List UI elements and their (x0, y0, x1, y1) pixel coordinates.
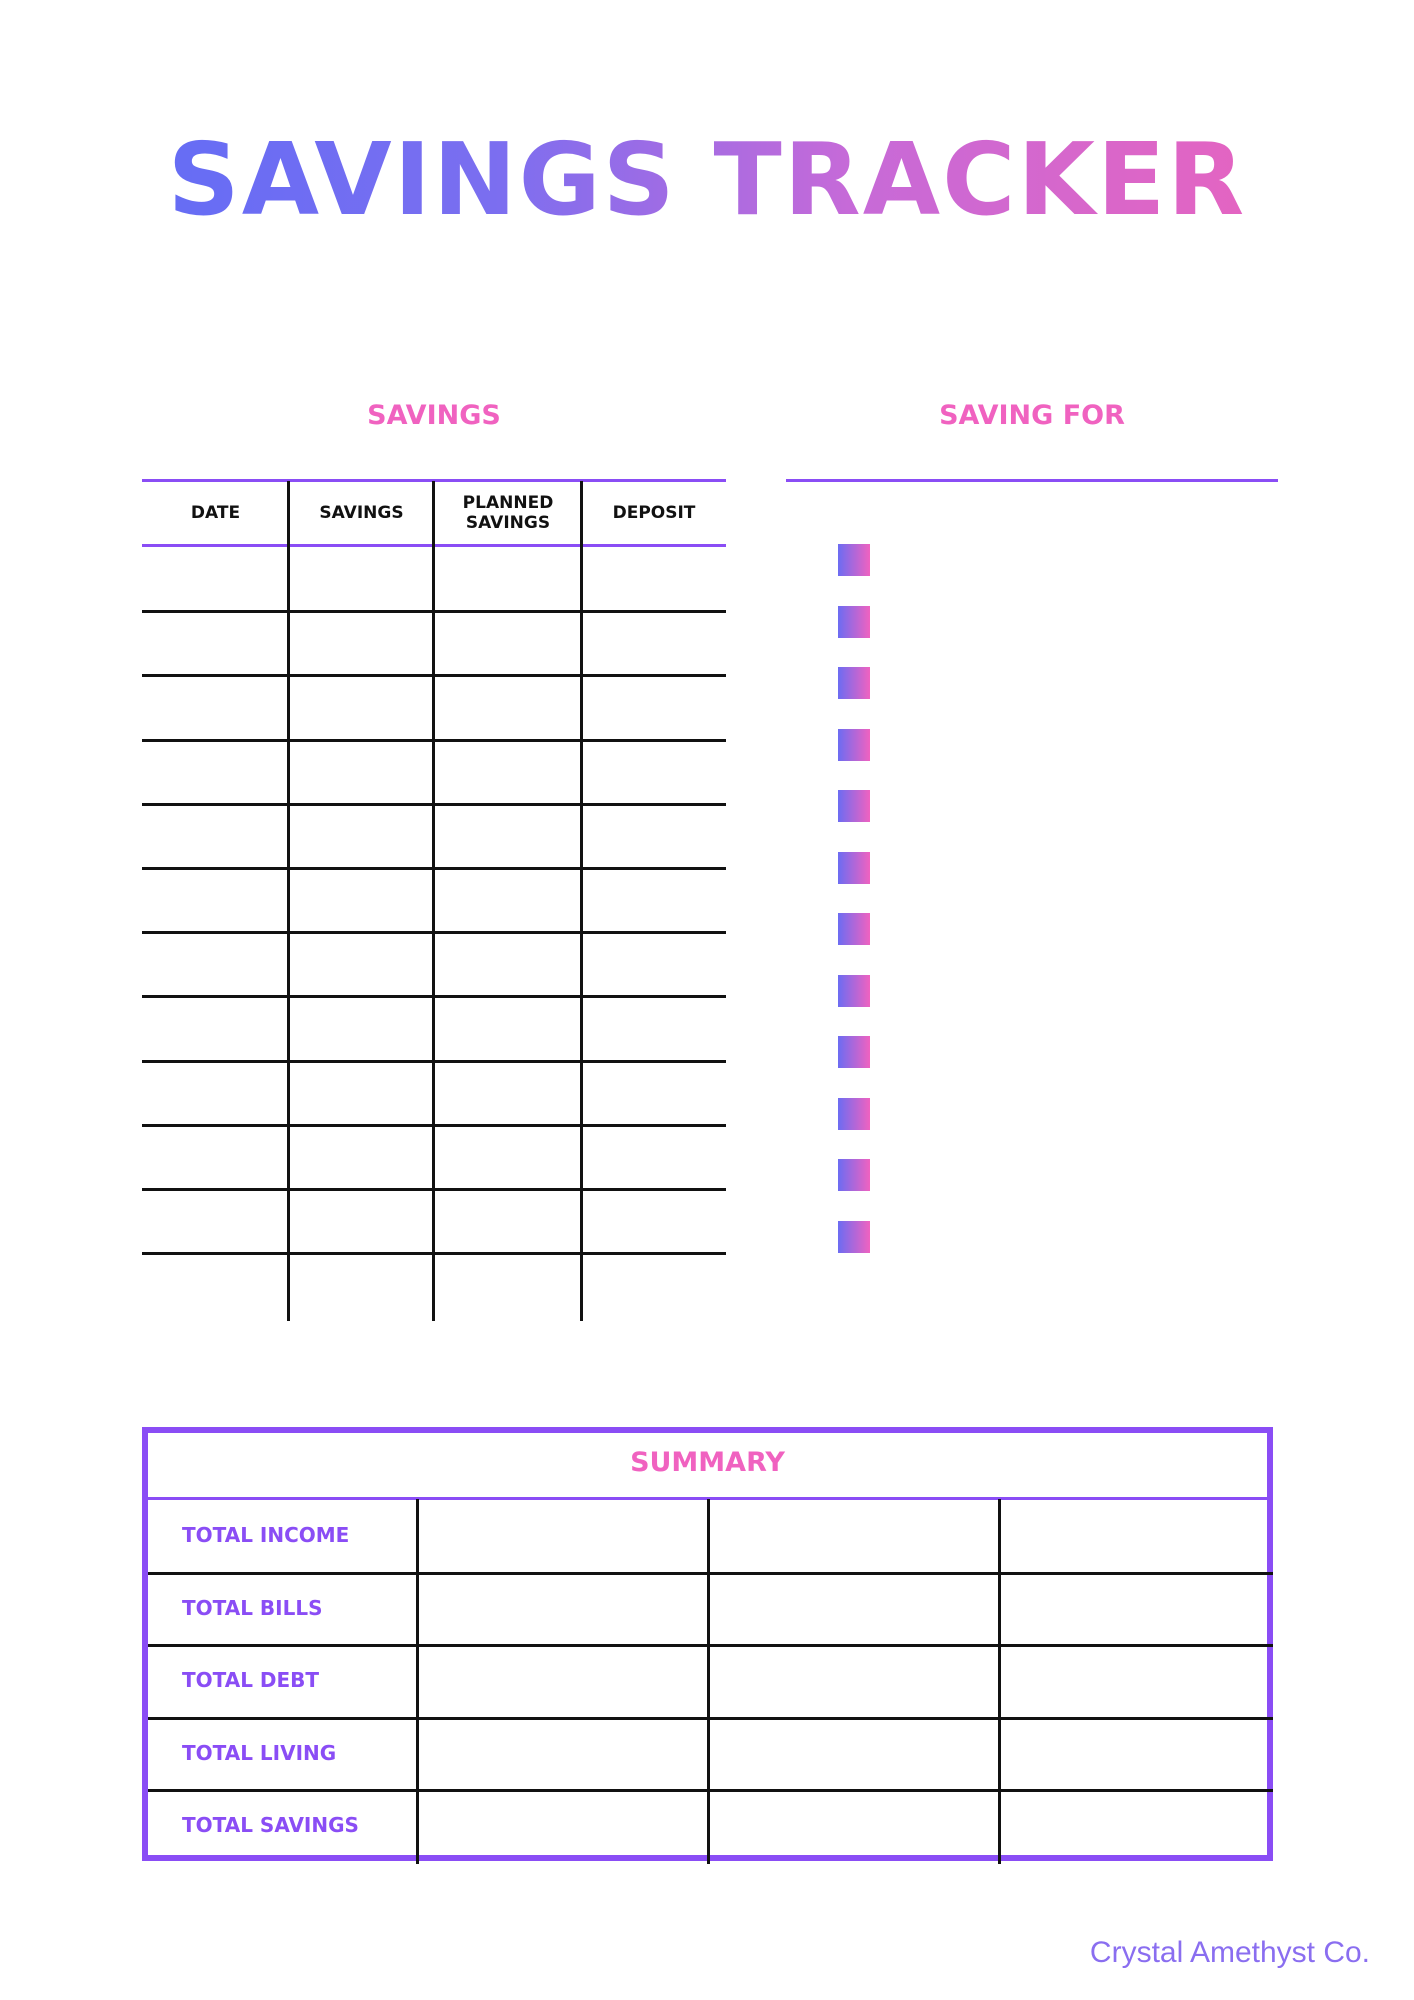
savings-cell-savings[interactable] (290, 997, 432, 1057)
savings-cell-savings[interactable] (290, 1254, 432, 1314)
saving-for-checkbox[interactable] (838, 1036, 870, 1068)
savings-cell-planned-savings[interactable] (435, 612, 580, 672)
summary-value-cell[interactable] (420, 1719, 706, 1788)
summary-value-cell[interactable] (711, 1501, 997, 1570)
savings-cell-planned-savings[interactable] (435, 676, 580, 736)
summary-row-label: TOTAL BILLS (182, 1596, 323, 1620)
summary-value-cell[interactable] (1002, 1646, 1268, 1715)
summary-row-label: TOTAL SAVINGS (182, 1813, 359, 1837)
saving-for-checkbox[interactable] (838, 913, 870, 945)
saving-for-checkbox[interactable] (838, 544, 870, 576)
summary-value-cell[interactable] (420, 1646, 706, 1715)
column-header-deposit: DEPOSIT (612, 502, 696, 523)
saving-for-checkbox[interactable] (838, 1098, 870, 1130)
column-header-date: DATE (190, 502, 241, 523)
savings-cell-date[interactable] (142, 612, 287, 672)
summary-row-label: TOTAL LIVING (182, 1741, 337, 1765)
saving-for-checkbox[interactable] (838, 1159, 870, 1191)
savings-cell-planned-savings[interactable] (435, 1062, 580, 1122)
savings-cell-savings[interactable] (290, 548, 432, 608)
savings-cell-savings[interactable] (290, 1190, 432, 1250)
summary-value-cell[interactable] (420, 1501, 706, 1570)
summary-column-divider (707, 1499, 710, 1864)
column-header-savings: SAVINGS (319, 502, 404, 523)
summary-value-cell[interactable] (711, 1646, 997, 1715)
savings-cell-date[interactable] (142, 933, 287, 993)
savings-cell-savings[interactable] (290, 805, 432, 865)
savings-cell-deposit[interactable] (583, 741, 726, 801)
savings-cell-savings[interactable] (290, 869, 432, 929)
savings-cell-planned-savings[interactable] (435, 997, 580, 1057)
saving-for-checkbox[interactable] (838, 1221, 870, 1253)
page-title: SAVINGS TRACKER (0, 130, 1414, 230)
saving-for-checkbox[interactable] (838, 667, 870, 699)
savings-cell-savings[interactable] (290, 741, 432, 801)
savings-cell-deposit[interactable] (583, 548, 726, 608)
column-header-planned-savings: PLANNED SAVINGS (462, 492, 554, 533)
savings-cell-date[interactable] (142, 1190, 287, 1250)
summary-row-label: TOTAL INCOME (182, 1523, 350, 1547)
saving-for-checkbox[interactable] (838, 852, 870, 884)
saving-for-top-rule (786, 479, 1278, 482)
savings-cell-deposit[interactable] (583, 1254, 726, 1314)
savings-cell-savings[interactable] (290, 612, 432, 672)
savings-cell-date[interactable] (142, 1126, 287, 1186)
savings-cell-date[interactable] (142, 1062, 287, 1122)
savings-cell-planned-savings[interactable] (435, 1254, 580, 1314)
savings-cell-deposit[interactable] (583, 676, 726, 736)
summary-value-cell[interactable] (1002, 1719, 1268, 1788)
summary-column-divider (416, 1499, 419, 1864)
summary-row-label: TOTAL DEBT (182, 1668, 320, 1692)
savings-section-title: SAVINGS (367, 400, 501, 431)
savings-cell-deposit[interactable] (583, 869, 726, 929)
saving-for-section-title: SAVING FOR (939, 400, 1125, 431)
saving-for-checkbox[interactable] (838, 975, 870, 1007)
savings-cell-deposit[interactable] (583, 1190, 726, 1250)
saving-for-checkbox[interactable] (838, 790, 870, 822)
savings-cell-date[interactable] (142, 1254, 287, 1314)
savings-cell-date[interactable] (142, 997, 287, 1057)
savings-cell-savings[interactable] (290, 1062, 432, 1122)
savings-cell-planned-savings[interactable] (435, 1190, 580, 1250)
summary-value-cell[interactable] (420, 1791, 706, 1860)
savings-cell-date[interactable] (142, 741, 287, 801)
savings-cell-deposit[interactable] (583, 997, 726, 1057)
brand-credit: Crystal Amethyst Co. (1089, 1936, 1370, 1969)
savings-cell-planned-savings[interactable] (435, 741, 580, 801)
summary-value-cell[interactable] (1002, 1574, 1268, 1643)
savings-cell-savings[interactable] (290, 933, 432, 993)
savings-cell-savings[interactable] (290, 1126, 432, 1186)
summary-value-cell[interactable] (420, 1574, 706, 1643)
saving-for-checkbox[interactable] (838, 606, 870, 638)
savings-cell-date[interactable] (142, 805, 287, 865)
savings-cell-deposit[interactable] (583, 612, 726, 672)
saving-for-checkbox[interactable] (838, 729, 870, 761)
summary-value-cell[interactable] (711, 1719, 997, 1788)
summary-value-cell[interactable] (711, 1791, 997, 1860)
savings-cell-planned-savings[interactable] (435, 933, 580, 993)
savings-cell-savings[interactable] (290, 676, 432, 736)
savings-cell-deposit[interactable] (583, 933, 726, 993)
savings-cell-deposit[interactable] (583, 1126, 726, 1186)
summary-value-cell[interactable] (1002, 1501, 1268, 1570)
savings-cell-date[interactable] (142, 869, 287, 929)
summary-value-cell[interactable] (1002, 1791, 1268, 1860)
savings-cell-date[interactable] (142, 676, 287, 736)
savings-cell-planned-savings[interactable] (435, 1126, 580, 1186)
savings-cell-deposit[interactable] (583, 805, 726, 865)
savings-cell-planned-savings[interactable] (435, 805, 580, 865)
summary-title: SUMMARY (630, 1447, 785, 1478)
summary-value-cell[interactable] (711, 1574, 997, 1643)
savings-cell-planned-savings[interactable] (435, 869, 580, 929)
savings-cell-planned-savings[interactable] (435, 548, 580, 608)
savings-cell-date[interactable] (142, 548, 287, 608)
summary-column-divider (998, 1499, 1001, 1864)
savings-cell-deposit[interactable] (583, 1062, 726, 1122)
